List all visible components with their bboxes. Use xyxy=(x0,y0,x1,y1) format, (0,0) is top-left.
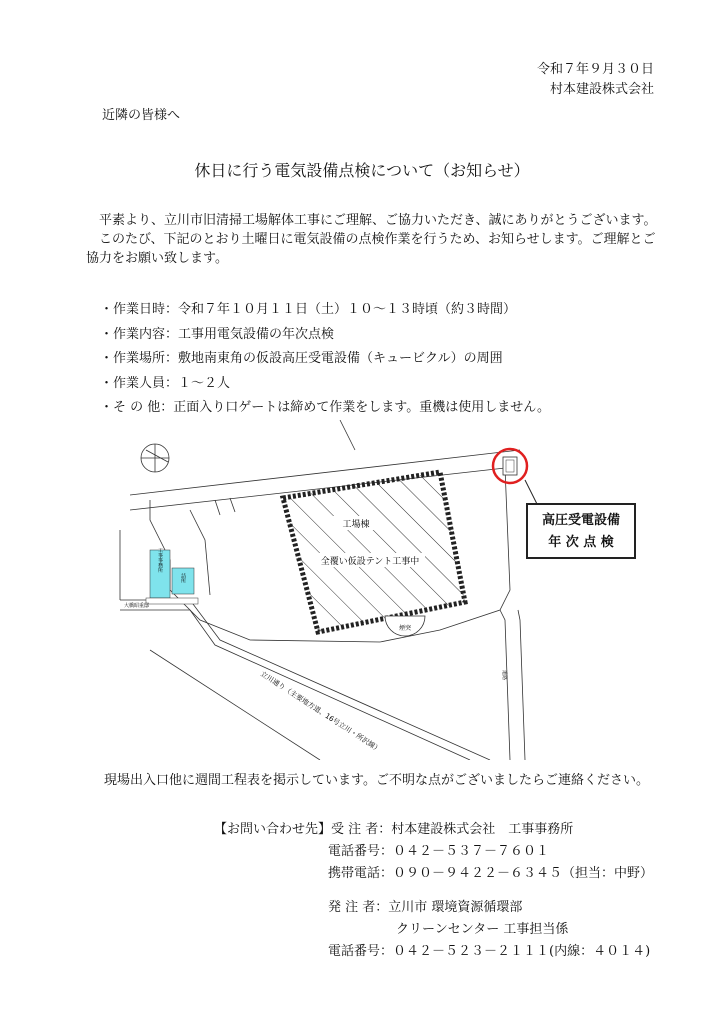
paragraph-1: 平素より、立川市旧清掃工場解体工事にご理解、ご協力いただき、誠にありがとうございます。 xyxy=(86,213,657,228)
contractor-mobile: 携帯電話：０９０－９４２２－６３４５（担当：中野） xyxy=(328,866,654,881)
detail-date: ・作業日時：令和７年１０月１１日（土）１０～１３時頃（約３時間） xyxy=(100,302,517,317)
detail-content: ・作業内容：工事用電気設備の年次点検 xyxy=(100,326,335,342)
building-label: 工場棟 xyxy=(342,520,370,530)
client-dept: クリーンセンター 工事担当係 xyxy=(396,922,569,937)
document-date: 令和７年９月３０日 xyxy=(536,62,654,77)
tent-label: 全覆い仮設テント工事中 xyxy=(320,557,420,567)
cubicle-callout xyxy=(526,503,636,559)
page-title: 休日に行う電気設備点検について（お知らせ） xyxy=(194,161,530,180)
contractor-line: 【お問い合わせ先】受 注 者：村本建設株式会社 工事事務所 xyxy=(214,822,574,837)
detail-workers: ・作業人員：１～２人 xyxy=(100,375,231,391)
site-office xyxy=(146,548,198,605)
chimney xyxy=(385,616,425,636)
client-line: 発 注 者：立川市 環境資源循環部 xyxy=(328,900,523,915)
greeting: 近隣の皆様へ xyxy=(102,108,181,123)
cubicle-location xyxy=(493,449,540,510)
site-map xyxy=(110,420,580,760)
paragraph-2: このたび、下記のとおり土曜日に電気設備の点検作業を行うため、お知らせします。ご理解とご協力をお願い致します。 xyxy=(86,232,656,266)
compass-icon xyxy=(141,444,169,472)
contact-block xyxy=(214,819,653,963)
detail-location: ・作業場所：敷地南東角の仮設高圧受電設備（キュービクル）の周囲 xyxy=(100,351,503,366)
road-label: 立川通り（主要地方道、16号立川・所沢線） xyxy=(258,669,383,754)
notice-text: 現場出入口他に週間工程表を掲示しています。ご不明な点がございましたらご連絡ください。 xyxy=(104,773,649,788)
svg-text:詰所: 詰所 xyxy=(180,573,186,583)
work-details-list xyxy=(100,298,550,421)
side-road-label: 道路 xyxy=(501,670,507,681)
sender-company: 村本建設株式会社 xyxy=(549,82,654,97)
svg-text:工事事務所: 工事事務所 xyxy=(157,547,163,573)
detail-other: ・そ の 他：正面入り口ゲートは締めて作業をします。重機は使用しません。 xyxy=(100,400,551,415)
factory-building xyxy=(283,472,465,632)
callout-line-1: 高圧受電設備 xyxy=(541,513,620,528)
contractor-tel: 電話番号：０４２－５３７－７６０１ xyxy=(328,844,550,859)
intro-paragraphs xyxy=(86,211,666,268)
client-tel: 電話番号：０４２－５２３－２１１１(内線：４０１４) xyxy=(328,944,651,959)
neighbor-label: 大橋昭重邸 xyxy=(124,603,150,609)
svg-text:煙突: 煙突 xyxy=(398,625,412,632)
callout-line-2: 年 次 点 検 xyxy=(548,535,614,550)
